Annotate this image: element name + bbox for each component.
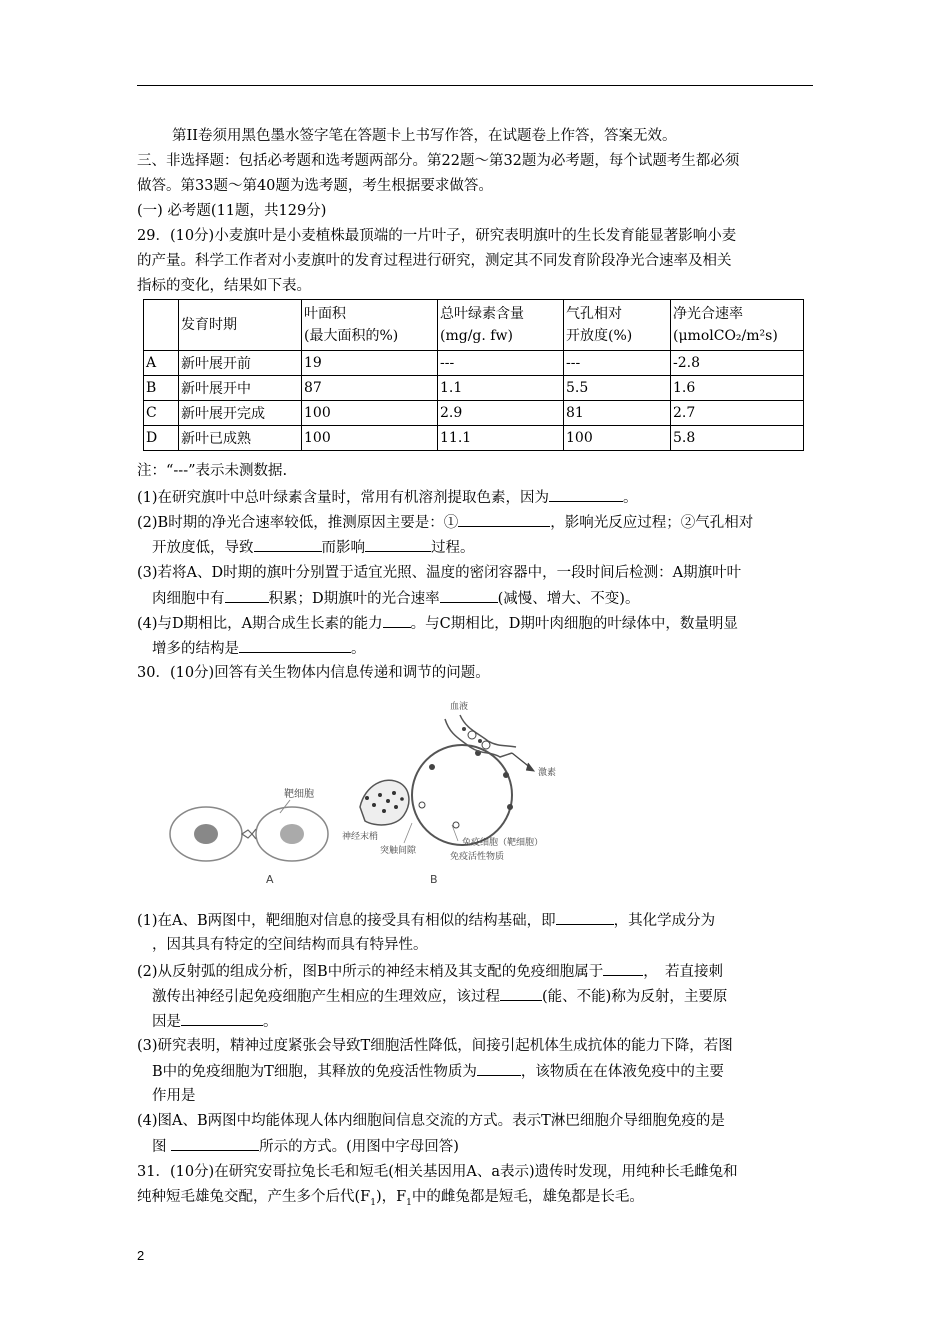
q30-part-1-line-1 [137, 910, 715, 931]
header-rule [137, 85, 813, 86]
table-cell: 2.7 [671, 401, 804, 426]
nucleus-icon [280, 824, 304, 844]
table-cell: 100 [302, 401, 438, 426]
table-cell: 87 [302, 376, 438, 401]
label-immune-cell: 免疫细胞（靶细胞） [462, 838, 544, 848]
signal-molecule-icon [242, 830, 252, 838]
label-blood: 血液 [450, 702, 469, 712]
q29-part-2-line-1 [137, 512, 753, 533]
table-header-cell: 净光合速率 (μmolCO₂/m²s) [671, 300, 804, 351]
table-cell: C [144, 401, 179, 426]
q29-p1-end: 。 [623, 490, 638, 506]
intro-line-3: 做答。第33题～第40题为选考题，考生根据要求做答。 [137, 178, 493, 194]
figure-b [342, 700, 556, 886]
table-cell: 2.9 [438, 401, 564, 426]
table-cell: 19 [302, 351, 438, 376]
table-cell: D [144, 426, 179, 451]
intro-line-1: 第II卷须用黑色墨水签字笔在答题卡上书写作答，在试题卷上作答，答案无效。 [172, 128, 677, 144]
intro-section-heading: (一) 必考题(11题，共129分) [137, 203, 327, 219]
q29-p3-text: (减慢、增大、不变)。 [497, 591, 640, 607]
q29-part-3-line-1: (3)若将A、D时期的旗叶分别置于适宜光照、温度的密闭容器中，一段时间后检测：A期旗叶叶 [137, 565, 742, 581]
q30-part-4-line-1: (4)图A、B两图中均能体现人体内细胞间信息交流的方式。表示T淋巴细胞介导细胞免疫的是 [137, 1113, 725, 1129]
table-cell: --- [564, 351, 671, 376]
nerve-ending-icon [360, 780, 409, 825]
q31-text: 中的雌兔都是短毛，雄兔都是长毛。 [411, 1189, 644, 1205]
answer-blank[interactable] [549, 487, 623, 502]
q29-part-3-line-2 [152, 588, 639, 609]
q30-p4-text: 所示的方式。(用图中字母回答) [259, 1139, 459, 1155]
q30-p1-text: (1)在A、B两图中，靶细胞对信息的接受具有相似的结构基础，即 [137, 913, 556, 929]
answer-blank[interactable] [477, 1061, 521, 1076]
table-cell: -2.8 [671, 351, 804, 376]
answer-blank[interactable] [383, 613, 411, 628]
table-note: 注：“---”表示未测数据. [137, 463, 288, 479]
intro-line-2: 三、非选择题：包括必考题和选考题两部分。第22题～第32题为必考题，每个试题考生都必须 [137, 153, 740, 169]
table-cell: 100 [564, 426, 671, 451]
q30-p2-text: 因是 [152, 1014, 181, 1030]
label-hormone: 激素 [538, 768, 557, 778]
q30-p1-text: ，其化学成分为 [613, 913, 716, 929]
q29-part-4-line-1 [137, 613, 738, 634]
table-cell: A [144, 351, 179, 376]
q30-part-2-line-1 [137, 961, 723, 982]
q30-part-2-line-2 [152, 986, 727, 1007]
q29-stem-line-2: 的产量。科学工作者对小麦旗叶的发育过程进行研究，测定其不同发育阶段净光合速率及相关 [137, 253, 732, 269]
table-header-cell: 发育时期 [179, 300, 302, 351]
table-header-cell: 总叶绿素含量 (mg/g. fw) [438, 300, 564, 351]
q29-p4-text: 。与C期相比，D期叶肉细胞的叶绿体中，数量明显 [410, 616, 738, 632]
label-immune-active-substance: 免疫活性物质 [450, 852, 505, 862]
table-cell: 新叶展开中 [179, 376, 302, 401]
q31-subscript: 1 [370, 1197, 376, 1208]
table-cell: 1.6 [671, 376, 804, 401]
label-nerve-ending: 神经末梢 [342, 832, 379, 842]
answer-blank[interactable] [458, 512, 550, 527]
q29-p3-text: 积累；D期旗叶的光合速率 [268, 591, 440, 607]
q29-p3-text: 肉细胞中有 [152, 591, 225, 607]
q31-stem-line-2 [137, 1187, 644, 1213]
table-header-cell: 气孔相对 开放度(%) [564, 300, 671, 351]
label-synaptic-cleft: 突触间隙 [380, 846, 417, 856]
answer-blank[interactable] [556, 910, 614, 925]
q30-figure [160, 695, 620, 895]
answer-blank[interactable] [500, 986, 542, 1001]
table-row [144, 401, 804, 426]
q30-part-1-line-2: ，因其具有特定的空间结构而具有特异性。 [152, 937, 428, 953]
q30-part-3-line-3: 作用是 [152, 1088, 196, 1104]
q29-p1-text: (1)在研究旗叶中总叶绿素含量时，常用有机溶剂提取色素，因为 [137, 490, 550, 506]
table-cell: 11.1 [438, 426, 564, 451]
q31-text: )，F [375, 1189, 407, 1205]
q30-p3-text: B中的免疫细胞为T细胞，其释放的免疫活性物质为 [152, 1064, 477, 1080]
q29-part-2-line-2 [152, 537, 475, 558]
q30-part-3-line-2 [152, 1061, 724, 1082]
table-cell: --- [438, 351, 564, 376]
q31-text: 纯种短毛雄兔交配，产生多个后代(F [137, 1189, 371, 1205]
table-row [144, 426, 804, 451]
q30-part-2-line-3 [152, 1011, 278, 1032]
q29-p4-text: (4)与D期相比，A期合成生长素的能力 [137, 616, 383, 632]
q30-part-3-line-1: (3)研究表明，精神过度紧张会导致T细胞活性降低，间接引起机体生成抗体的能力下降，若图 [137, 1038, 733, 1054]
q29-p2-text: 而影响 [321, 540, 365, 556]
q30-p4-text: 图 [152, 1139, 172, 1155]
label-target-cell: 靶细胞 [284, 789, 314, 800]
q30-p2-text: (能、不能)称为反射，主要原 [542, 989, 728, 1005]
immune-cell-icon [412, 745, 512, 845]
table-cell: 5.5 [564, 376, 671, 401]
q29-p2-text: 过程。 [431, 540, 475, 556]
table-header-cell: 叶面积 (最大面积的%) [302, 300, 438, 351]
label-figure-b: B [430, 873, 438, 886]
q30-title: 30．(10分)回答有关生物体内信息传递和调节的问题。 [137, 665, 490, 681]
answer-blank[interactable] [365, 537, 431, 552]
figure-a [170, 787, 328, 886]
q29-data-table [143, 299, 804, 451]
q29-part-4-line-2 [152, 638, 366, 659]
table-header-row [144, 300, 804, 351]
q30-p2-text: 。 [263, 1014, 278, 1030]
q29-stem-line-1: 29．(10分)小麦旗叶是小麦植株最顶端的一片叶子，研究表明旗叶的生长发育能显著影响小麦 [137, 228, 737, 244]
table-cell: 新叶已成熟 [179, 426, 302, 451]
q29-p2-text: (2)B时期的净光合速率较低，推测原因主要是：① [137, 515, 459, 531]
answer-blank[interactable] [603, 961, 643, 976]
q30-p2-text: 激传出神经引起免疫细胞产生相应的生理效应，该过程 [152, 989, 500, 1005]
q30-p3-text: ，该物质在在体液免疫中的主要 [520, 1064, 724, 1080]
answer-blank[interactable] [440, 588, 498, 603]
q29-part-1 [137, 487, 638, 508]
q29-stem-line-3: 指标的变化，结果如下表。 [137, 278, 311, 294]
table-cell: 1.1 [438, 376, 564, 401]
page-number: 2 [137, 1248, 145, 1263]
nucleus-icon [194, 824, 218, 844]
q30-p2-text: (2)从反射弧的组成分析，图B中所示的神经末梢及其支配的免疫细胞属于 [137, 964, 604, 980]
q29-p2-text: ，影响光反应过程；②气孔相对 [550, 515, 754, 531]
q29-p4-text: 。 [351, 641, 366, 657]
table-row [144, 376, 804, 401]
table-cell: 100 [302, 426, 438, 451]
table-cell: 新叶展开完成 [179, 401, 302, 426]
table-cell: 新叶展开前 [179, 351, 302, 376]
q31-stem-line-1: 31．(10分)在研究安哥拉兔长毛和短毛(相关基因用A、a表示)遗传时发现，用纯种长毛雌兔和 [137, 1164, 738, 1180]
answer-blank[interactable] [254, 537, 322, 552]
table-cell: B [144, 376, 179, 401]
answer-blank[interactable] [239, 638, 351, 653]
q30-part-4-line-2 [152, 1136, 459, 1157]
table-row [144, 351, 804, 376]
table-cell: 81 [564, 401, 671, 426]
table-cell: 5.8 [671, 426, 804, 451]
q31-subscript: 1 [406, 1197, 412, 1208]
table-header-cell [144, 300, 179, 351]
q30-p2-text: ， 若直接刺 [643, 964, 723, 980]
answer-blank[interactable] [225, 588, 269, 603]
answer-blank[interactable] [181, 1011, 263, 1026]
answer-blank[interactable] [171, 1136, 259, 1151]
q29-p4-text: 增多的结构是 [152, 641, 239, 657]
label-figure-a: A [266, 873, 274, 886]
q29-p2-text: 开放度低，导致 [152, 540, 254, 556]
